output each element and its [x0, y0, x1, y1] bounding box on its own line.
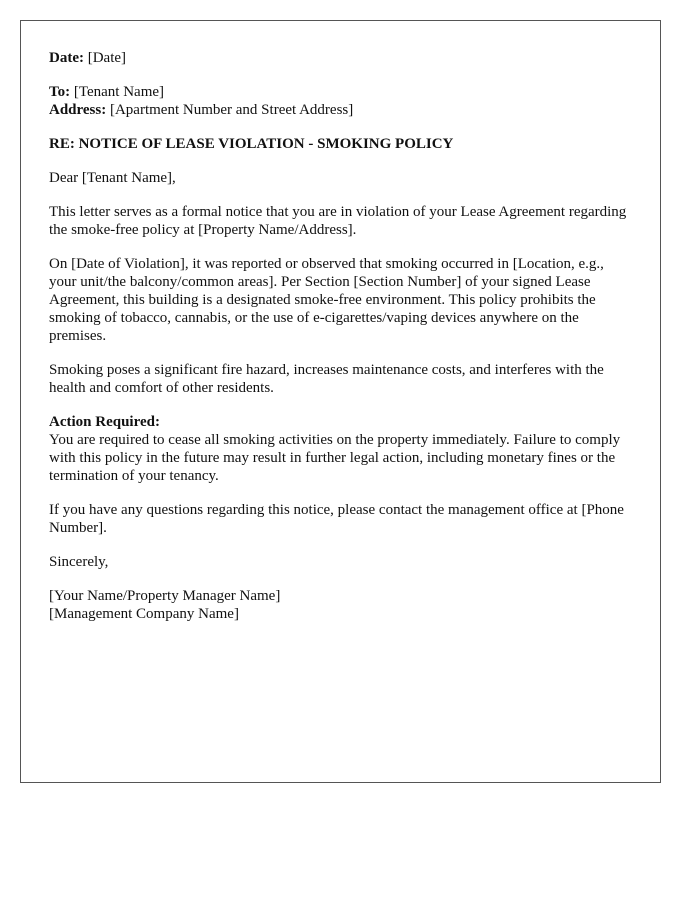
closing: Sincerely,: [49, 554, 109, 570]
contact-paragraph: If you have any questions regarding this notice, please contact the management office at [Phone Number].: [49, 502, 624, 536]
recipient-block: [49, 83, 632, 119]
letter: [20, 20, 661, 783]
action-text: You are required to cease all smoking activities on the property immediately. Failure to comply with this policy in the future may result in further legal action, including monetary fines or the termination of your tenancy.: [49, 432, 621, 484]
signature-block: [49, 587, 632, 623]
action-block: [49, 413, 632, 485]
action-heading: Action Required:: [49, 414, 160, 430]
to-label: To:: [49, 84, 71, 100]
signature-company: [Management Company Name]: [49, 606, 239, 622]
paragraph: This letter serves as a formal notice that you are in violation of your Lease Agreement regarding the smoke-free policy at [Property Name/Address].: [49, 204, 627, 238]
signature-name: [Your Name/Property Manager Name]: [49, 588, 281, 604]
date-value: [Date]: [87, 50, 127, 66]
salutation: Dear [Tenant Name],: [49, 170, 176, 186]
subject-line: [49, 135, 632, 153]
date-line: [49, 49, 632, 67]
date-label: Date:: [49, 50, 84, 66]
address-label: Address:: [49, 102, 107, 118]
address-value: [Apartment Number and Street Address]: [109, 102, 354, 118]
paragraph: On [Date of Violation], it was reported or observed that smoking occurred in [Location, e.g., your unit/the balcony/common areas]. Per Section [Section Number] of your signed Lease Agreement, this building is a designated smoke-free environment. This policy prohibits the smoking of tobacco, cannabis, or the use of e-cigarettes/vaping devices anywhere on the premises.: [49, 256, 604, 344]
subject-text: RE: NOTICE OF LEASE VIOLATION - SMOKING POLICY: [49, 136, 454, 152]
to-value: [Tenant Name]: [73, 84, 165, 100]
paragraph: Smoking poses a significant fire hazard, increases maintenance costs, and interferes with the health and comfort of other residents.: [49, 362, 604, 396]
